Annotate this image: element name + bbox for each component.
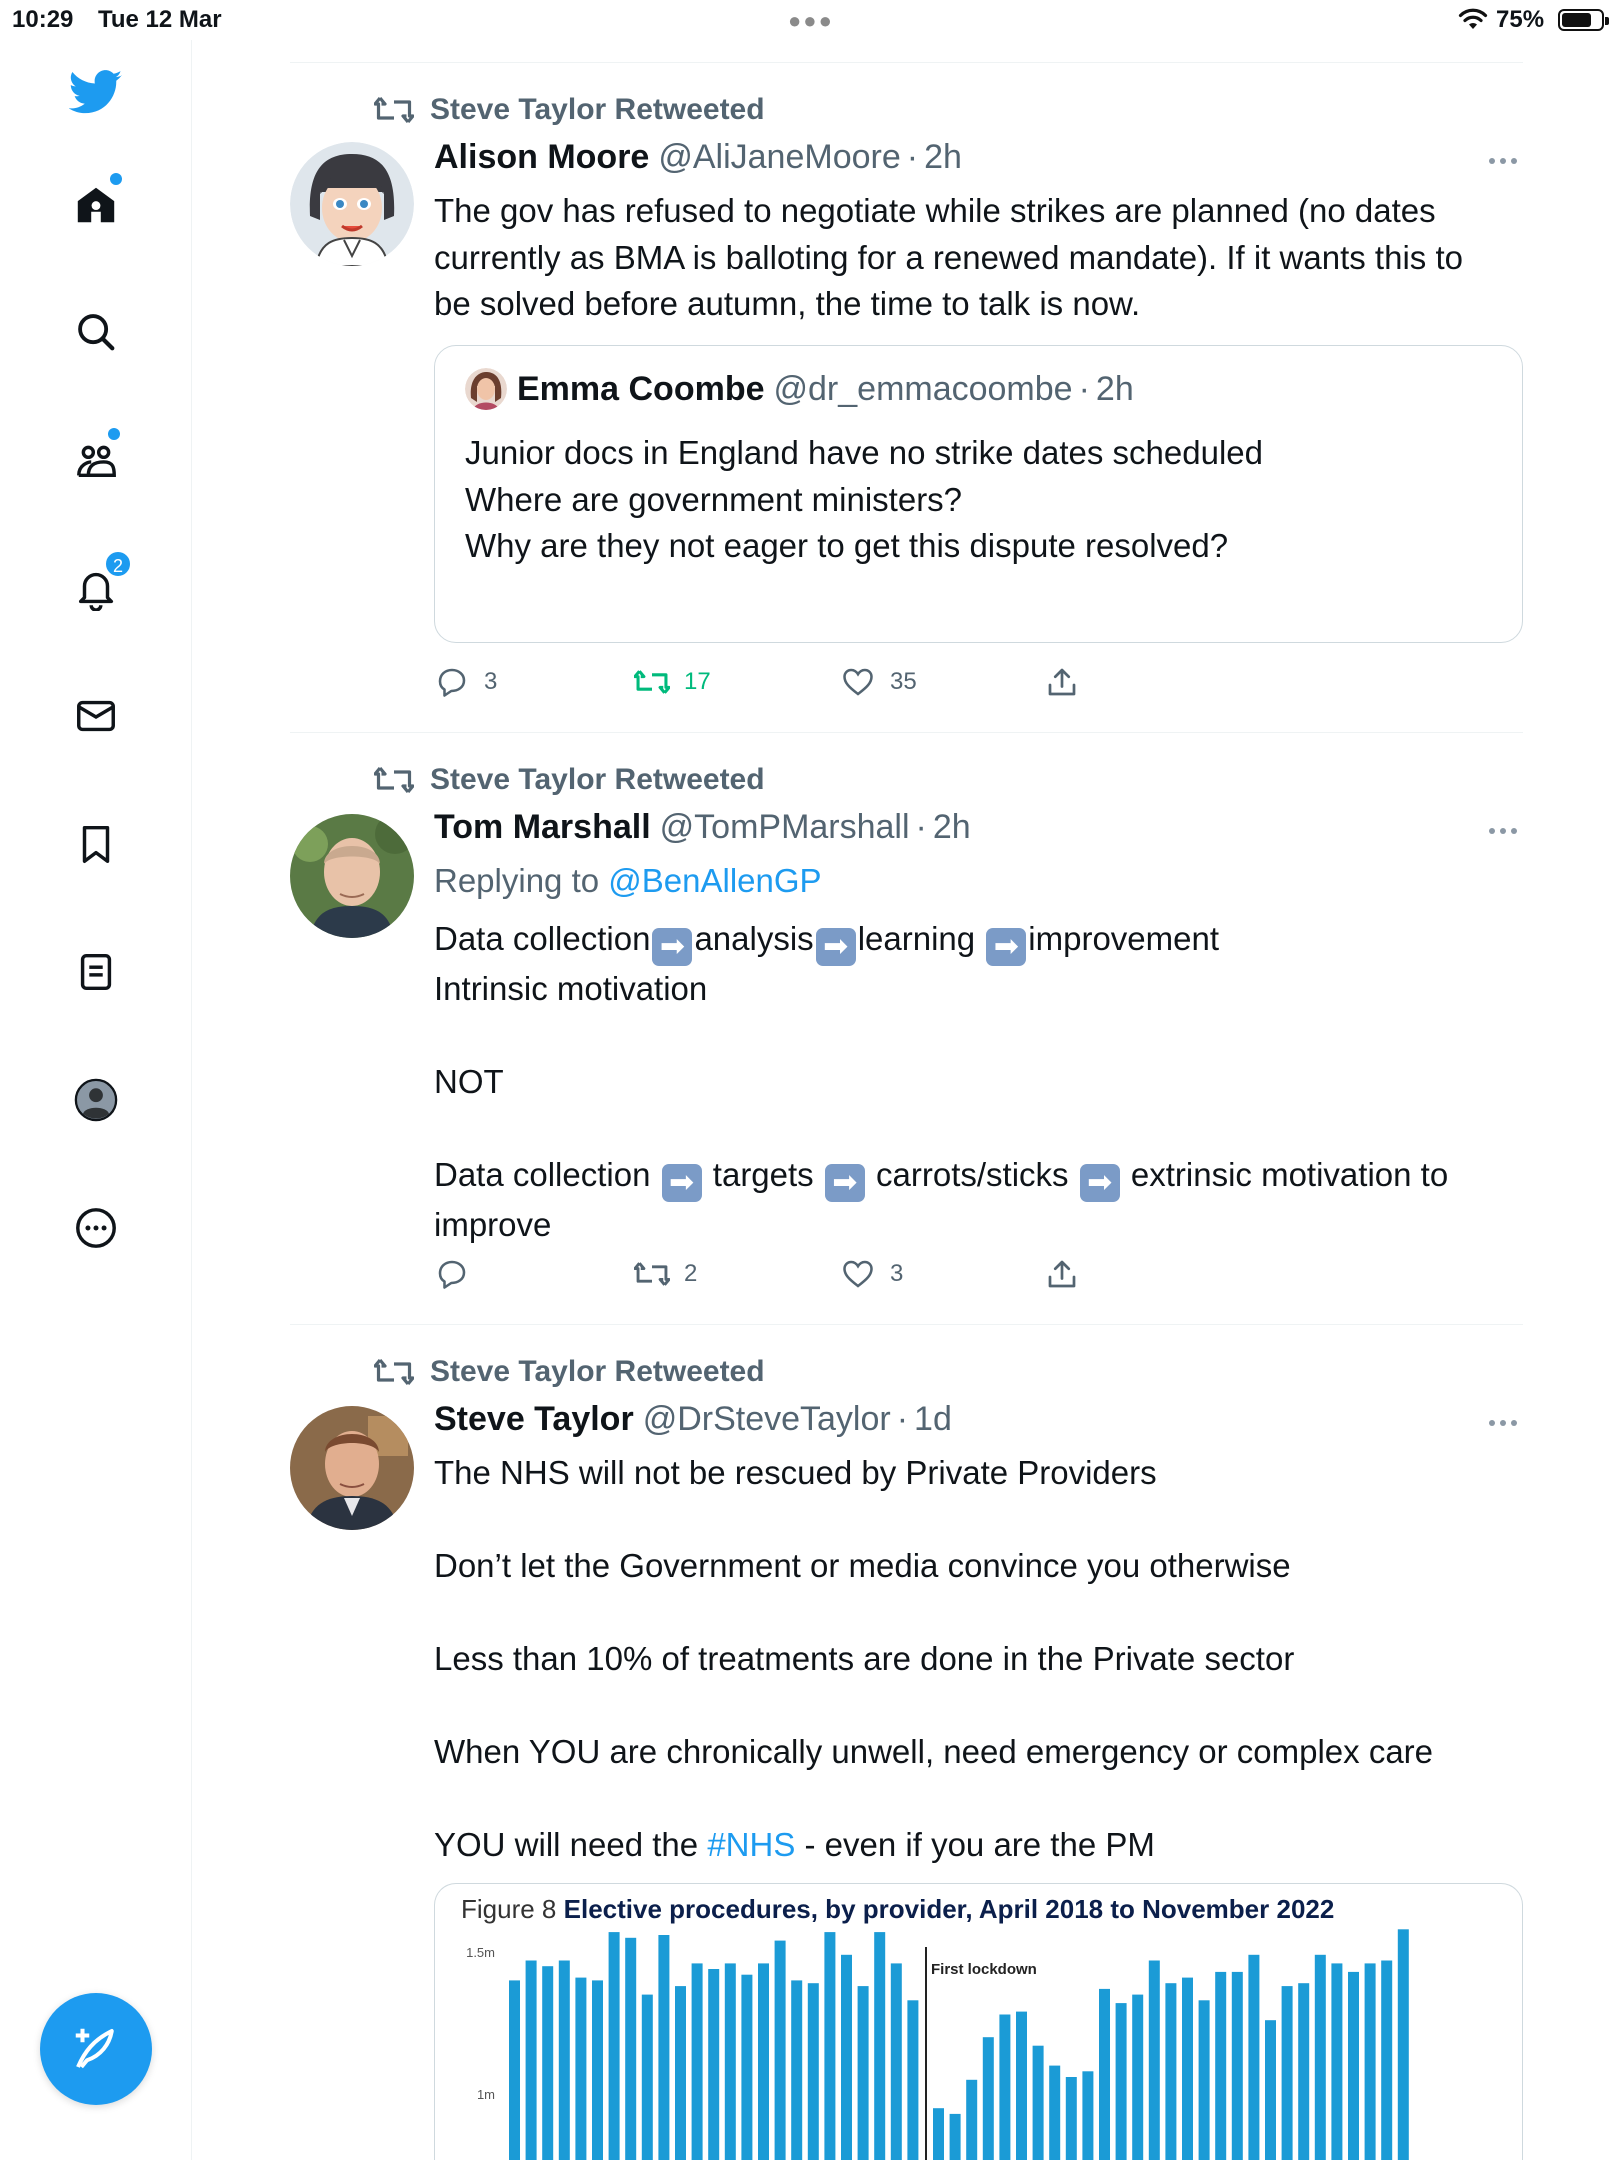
quoted-text-line: Why are they not eager to get this dispute resolved? [465,527,1229,564]
chart-bar [1331,1963,1342,2160]
home-timeline[interactable] [290,0,1523,2160]
tweet-time[interactable]: 2h [932,808,971,846]
tweet-more-menu-icon[interactable] [1486,1413,1520,1433]
header-separator: · [1078,369,1090,408]
tweet-text-line: Less than 10% of treatments are done in the Private sector [434,1640,1295,1677]
tweet-actions [434,662,1134,702]
chart-bar [1265,2020,1276,2160]
chart-bar [824,1932,835,2160]
more-circle-icon [73,1205,119,1251]
tweet-text-line: When YOU are chronically unwell, need emergency or complex care [434,1733,1434,1770]
retweet-context [374,1352,765,1392]
tweet-text-line: currently as BMA is balloting for a renewed mandate). If it wants this to [434,238,1463,276]
chart-bar [725,1963,736,2160]
chart-bar [1232,1972,1243,2160]
tweet-time[interactable]: 1d [914,1400,952,1438]
chart-bar [1365,1963,1376,2160]
text-segment: improvement [1028,920,1220,957]
chart-bar [983,2037,994,2160]
chart-bar [874,1932,885,2160]
avatar[interactable] [290,1406,414,1530]
chart-bar [1165,1983,1176,2160]
like-count: 35 [890,668,917,695]
chart-bar [592,1980,603,2160]
chart-bar [708,1969,719,2160]
chart-bar [1199,2000,1210,2160]
chart-bar [1348,1972,1359,2160]
tweet-text [434,916,1519,1249]
chart-bar [1099,1989,1110,2160]
text-segment: targets [703,1156,823,1193]
like-button[interactable] [840,1254,903,1294]
chart-annotation: First lockdown [931,1961,1037,1978]
retweet-icon [634,664,670,700]
author-name[interactable]: Tom Marshall [434,808,651,846]
elective-procedures-chart [435,1884,1523,2160]
chart-bar [692,1963,703,2160]
right-arrow-emoji-icon: ➡ [662,1164,702,1202]
chart-bar [1315,1955,1326,2160]
tweet-more-menu-icon[interactable] [1486,821,1520,841]
heart-icon [840,1256,876,1292]
chart-bar [808,1983,819,2160]
chart-bar [841,1955,852,2160]
bookmark-icon [73,821,119,867]
battery-icon [1558,9,1604,31]
messages-envelope-icon [73,693,119,739]
nav-search[interactable] [64,300,128,364]
tweet-text-line: Don’t let the Government or media convince you otherwise [434,1547,1291,1584]
chart-bar [1381,1961,1392,2160]
retweet-button[interactable] [634,1254,697,1294]
home-icon [73,182,119,228]
text-segment: analysis [694,920,814,957]
chart-bar [933,2108,944,2160]
multitasking-dots-icon[interactable]: ●●● [788,8,834,33]
text-segment: extrinsic motivation to [1121,1156,1449,1193]
nav-lists[interactable] [64,940,128,1004]
heart-icon [840,664,876,700]
tweet-header [434,138,962,182]
communities-new-dot [108,428,120,440]
y-tick-label: 1m [476,2087,495,2102]
search-icon [73,309,119,355]
chart-bar [858,1986,869,2160]
hashtag-link[interactable]: #NHS [707,1826,796,1863]
quoted-author-name: Emma Coombe [517,369,765,408]
tweet-header [434,1400,952,1444]
chart-bar [1066,2077,1077,2160]
tweet-text-line: NOT [434,1063,504,1100]
tweet-text-line: The NHS will not be rescued by Private Providers [434,1454,1157,1491]
quoted-tweet-text [465,430,1263,570]
nav-home[interactable] [64,173,128,237]
tweet-text-line: be solved before autumn, the time to talk is now. [434,285,1141,322]
retweet-count: 17 [684,668,711,695]
right-arrow-emoji-icon: ➡ [1080,1164,1120,1202]
chart-bar [675,1986,686,2160]
chart-bar [1248,1955,1259,2160]
quoted-tweet-header [465,368,1134,410]
chart-bar [891,1963,902,2160]
text-segment: Data collection [434,920,651,957]
nav-more[interactable] [64,1196,128,1260]
twitter-logo[interactable] [64,60,128,124]
right-arrow-emoji-icon: ➡ [816,928,856,966]
retweet-icon [374,764,414,796]
text-segment: YOU will need the [434,1826,708,1863]
chart-bar [526,1961,537,2160]
chart-bar [1132,1995,1143,2160]
chart-bar [758,1963,769,2160]
retweeted-by-label[interactable]: Steve Taylor Retweeted [430,763,765,796]
reply-bubble-icon [434,664,470,700]
tweet-text [434,188,1519,328]
author-handle[interactable]: @DrSteveTaylor [642,1400,891,1438]
header-separator: · [906,138,919,176]
battery-percentage: 75% [1496,6,1545,33]
text-segment: Data collection [434,1156,660,1193]
retweet-icon [634,1256,670,1292]
text-segment: carrots/sticks [866,1156,1078,1193]
tweet-text [434,1450,1519,1869]
quoted-tweet-time: 2h [1095,369,1134,408]
author-name[interactable]: Alison Moore [434,138,650,176]
avatar[interactable] [290,814,414,938]
chart-bar [625,1938,636,2160]
quoted-author-handle: @dr_emmacoombe [773,369,1073,408]
nav-profile[interactable] [64,1068,128,1132]
tweet-time[interactable]: 2h [924,138,962,176]
profile-photo-image [290,814,414,938]
tweet-header [434,808,971,852]
home-new-dot [110,173,122,185]
text-segment: learning [857,920,985,957]
replying-to-line [434,858,1519,905]
share-button[interactable] [1044,1254,1094,1294]
tweet-more-menu-icon[interactable] [1486,151,1520,171]
tweet-text-line: Intrinsic motivation [434,970,708,1007]
chart-bar [1033,2046,1044,2160]
chart-bar [642,1995,653,2160]
header-separator: · [915,808,927,846]
chart-bar [1116,2003,1127,2160]
divider [290,1324,1523,1325]
avatar[interactable] [290,142,414,266]
reply-button[interactable] [434,662,497,702]
chart-bar [509,1980,520,2160]
tweet-actions [434,1254,1134,1294]
compose-tweet-button[interactable] [40,1993,152,2105]
chart-bar [999,2015,1010,2160]
chart-bar [1049,2066,1060,2160]
notification-count-badge: 2 [104,550,132,578]
reply-button[interactable] [434,1254,484,1294]
tweet-text-line [434,1822,1519,1869]
tweet-media-chart[interactable] [434,1883,1523,2160]
communities-icon [73,437,119,483]
chart-bar [907,2000,918,2160]
chart-bar [1082,2071,1093,2160]
author-handle[interactable]: @AliJaneMoore [658,138,901,176]
quoted-tweet[interactable] [434,345,1523,643]
share-icon [1044,664,1080,700]
header-separator: · [896,1400,909,1438]
chart-bar [609,1932,620,2160]
retweet-icon [374,1356,414,1388]
profile-avatar-icon [73,1077,119,1123]
chart-bar [575,1978,586,2160]
quoted-text-line: Where are government ministers? [465,480,963,518]
y-tick-label: 1.5m [466,1945,495,1960]
quoted-text-line: Junior docs in England have no strike dates scheduled [465,434,1264,471]
retweet-button[interactable] [634,662,711,702]
profile-photo-image [290,1406,414,1530]
chart-bar [542,1966,553,2160]
chart-bar [791,1980,802,2160]
chart-bar [1149,1961,1160,2160]
chart-bar [966,2080,977,2160]
quoted-avatar [465,368,507,410]
retweet-count: 2 [684,1260,698,1287]
chart-bar [1398,1929,1409,2160]
like-count: 3 [890,1260,904,1287]
tweet-text-line: The gov has refused to negotiate while strikes are planned (no dates [434,192,1436,229]
retweeted-by-label[interactable]: Steve Taylor Retweeted [430,93,765,126]
like-button[interactable] [840,662,917,702]
tweet-text-line [434,916,1519,966]
chart-bar [950,2114,961,2160]
share-icon [1044,1256,1080,1292]
lists-icon [73,949,119,995]
tweet-text-line: improve [434,1206,552,1243]
retweet-context [374,90,765,130]
divider [290,62,1523,63]
right-arrow-emoji-icon: ➡ [652,928,692,966]
chart-bar [1298,1983,1309,2160]
chart-bar [1282,1986,1293,2160]
nav-notifications[interactable] [64,556,128,620]
chart-bar [1182,1978,1193,2160]
nav-bookmarks[interactable] [64,812,128,876]
chart-bar [1215,1972,1226,2160]
reply-bubble-icon [434,1256,470,1292]
chart-bar [775,1941,786,2160]
retweet-context [374,760,765,800]
share-button[interactable] [1044,662,1094,702]
text-segment: - even if you are the PM [795,1826,1155,1863]
status-time: 10:29 [12,6,74,33]
retweet-icon [374,94,414,126]
author-name[interactable]: Steve Taylor [434,1400,634,1438]
compose-tweet-icon [69,2022,123,2076]
status-date: Tue 12 Mar [98,6,222,33]
author-handle[interactable]: @TomPMarshall [659,808,910,846]
tweet-text-line [434,1152,1519,1202]
chart-figure-label: Figure 8 [461,1894,557,1924]
divider [290,732,1523,733]
nav-communities[interactable] [64,428,128,492]
replying-to-handle-link[interactable]: @BenAllenGP [608,862,822,899]
cartoon-avatar-image [290,142,414,266]
chart-title: Elective procedures, by provider, April 2018 to November 2022 [563,1894,1335,1924]
sidebar [0,40,192,2160]
right-arrow-emoji-icon: ➡ [825,1164,865,1202]
chart-bar [1016,2012,1027,2160]
retweeted-by-label[interactable]: Steve Taylor Retweeted [430,1355,765,1388]
chart-bar [741,1975,752,2160]
twitter-bird-icon [69,65,123,119]
reply-count: 3 [484,668,498,695]
chart-bar [658,1935,669,2160]
nav-messages[interactable] [64,684,128,748]
svg-text:Figure 8 Elective procedures, [461,1894,1334,1924]
replying-to-label: Replying to [434,862,600,899]
chart-bar [559,1961,570,2160]
right-arrow-emoji-icon: ➡ [986,928,1026,966]
